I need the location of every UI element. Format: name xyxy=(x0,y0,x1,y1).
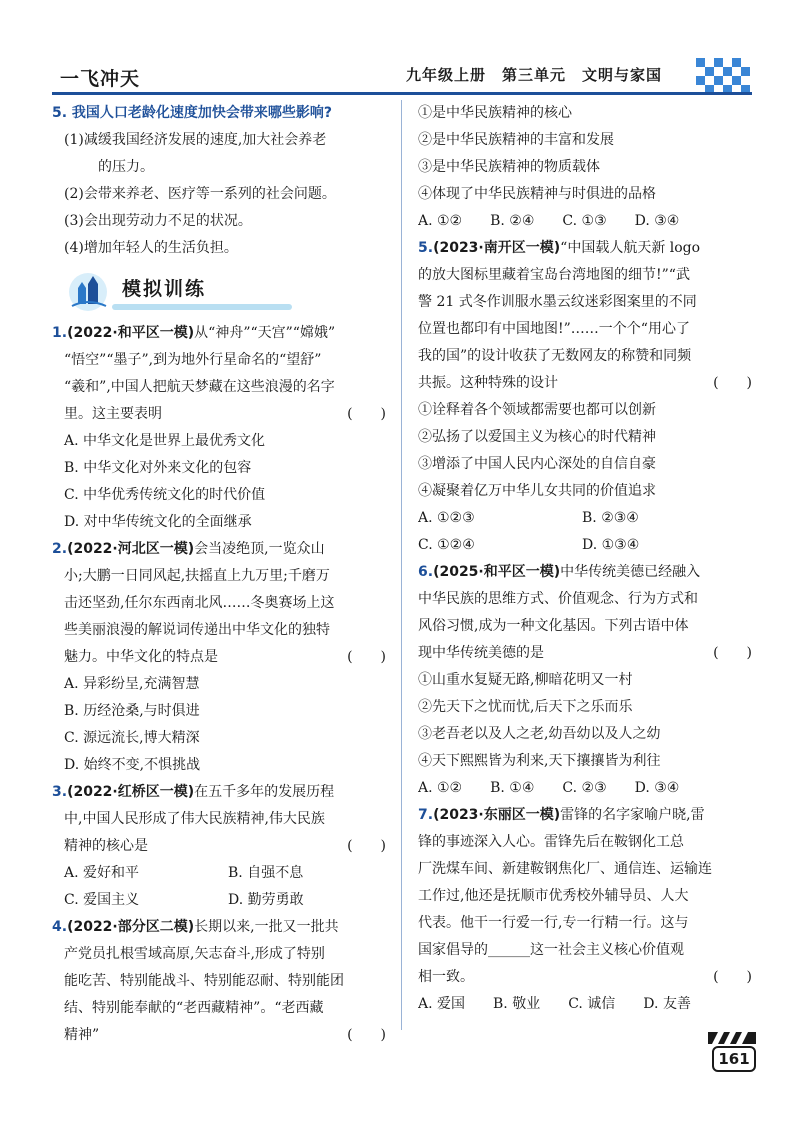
answer-blank: ( ) xyxy=(347,406,386,422)
statement-item: ③是中华民族精神的物质载体 xyxy=(418,159,600,175)
page-number-badge xyxy=(706,1032,760,1076)
question-5-review xyxy=(52,100,392,262)
question-text: 长期以来,一批又一批共 xyxy=(194,919,339,935)
page-header xyxy=(52,52,752,96)
options-row: A. 爱国 B. 敬业 C. 诚信 D. 友善 xyxy=(418,996,691,1012)
statement-item: ①是中华民族精神的核心 xyxy=(418,105,572,121)
question-text: 的放大图标里藏着宝岛台湾地图的细节!”“武 xyxy=(418,267,690,283)
brand-logo-text: 一飞冲天 xyxy=(60,68,141,90)
section-title: 模拟训练 xyxy=(122,278,207,300)
statement-item: ①山重水复疑无路,柳暗花明又一村 xyxy=(418,672,633,688)
options-row: A. ①② B. ②④ C. ①③ D. ③④ xyxy=(418,213,680,229)
option-b: B. ②③④ xyxy=(582,510,639,526)
option-a: A. 异彩纷呈,充满智慧 xyxy=(64,676,200,692)
question-text: 魅力。中华文化的特点是 xyxy=(64,649,218,665)
question-2 xyxy=(52,536,392,779)
option-d: D. 始终不变,不惧挑战 xyxy=(64,757,201,773)
question-4-continued xyxy=(418,100,758,235)
question-text: 风俗习惯,成为一种文化基因。下列古语中体 xyxy=(418,618,689,634)
answer-line: (1)减缓我国经济发展的速度,加大社会养老 xyxy=(64,132,327,148)
question-text: 我的国”的设计收获了无数网友的称赞和同频 xyxy=(418,348,692,364)
section-underline xyxy=(112,304,292,310)
option-b: B. 自强不息 xyxy=(228,865,304,881)
question-text: 国家倡导的______这一社会主义核心价值观 xyxy=(418,942,684,958)
question-text: 里。这主要表明 xyxy=(64,406,162,422)
question-source: (2025·和平区一模) xyxy=(433,564,561,580)
question-text: 击还坚劲,任尔东西南北风……冬奥赛场上这 xyxy=(64,595,335,611)
question-text: “羲和”,中国人把航天梦藏在这些浪漫的名字 xyxy=(64,379,335,395)
question-text: 中华传统美德已经融入 xyxy=(560,564,701,580)
option-c: C. 爱国主义 xyxy=(64,892,140,908)
option-b: B. 中华文化对外来文化的包容 xyxy=(64,460,252,476)
question-7 xyxy=(418,802,758,1018)
statement-item: ④体现了中华民族精神与时俱进的品格 xyxy=(418,186,656,202)
question-5 xyxy=(418,235,758,559)
question-text: 厂洗煤车间、新建鞍钢焦化厂、通信连、运输连 xyxy=(418,861,712,877)
options-row: A. ①② B. ①④ C. ②③ D. ③④ xyxy=(418,780,680,796)
question-text: 些美丽浪漫的解说词传递出中华文化的独特 xyxy=(64,622,330,638)
question-text: 产党员扎根雪域高原,矢志奋斗,形成了特别 xyxy=(64,946,325,962)
question-text: 代表。他干一行爱一行,专一行精一行。这与 xyxy=(418,915,689,931)
question-source: (2022·和平区一模) xyxy=(67,325,195,341)
statement-item: ④凝聚着亿万中华儿女共同的价值追求 xyxy=(418,483,656,499)
castle-icon xyxy=(64,268,112,312)
question-number: 5. xyxy=(418,240,434,256)
question-3 xyxy=(52,779,392,914)
option-a: A. 中华文化是世界上最优秀文化 xyxy=(64,433,266,449)
question-text: 雷锋的名字家喻户晓,雷 xyxy=(560,807,705,823)
question-text: 相一致。 xyxy=(418,969,474,985)
statement-item: ②弘扬了以爱国主义为核心的时代精神 xyxy=(418,429,656,445)
question-text: 中,中国人民形成了伟大民族精神,伟大民族 xyxy=(64,811,325,827)
answer-blank: ( ) xyxy=(713,645,752,661)
answer-blank: ( ) xyxy=(347,649,386,665)
statement-item: ③增添了中国人民内心深处的自信自豪 xyxy=(418,456,656,472)
question-1 xyxy=(52,320,392,536)
option-c: C. 中华优秀传统文化的时代价值 xyxy=(64,487,266,503)
answer-line: (3)会出现劳动力不足的状况。 xyxy=(64,213,252,229)
question-number: 7. xyxy=(418,807,434,823)
question-text: 结、特别能奉献的“老西藏精神”。“老西藏 xyxy=(64,1000,324,1016)
column-divider xyxy=(401,100,402,1030)
option-a: A. ①②③ xyxy=(418,510,475,526)
question-source: (2023·南开区一模) xyxy=(433,240,561,256)
question-text: 共振。这种特殊的设计 xyxy=(418,375,558,391)
option-a: A. 爱好和平 xyxy=(64,865,140,881)
stripe-decoration-icon xyxy=(708,1032,756,1044)
statement-item: ②先天下之忧而忧,后天下之乐而乐 xyxy=(418,699,633,715)
question-text: 会当凌绝顶,一览众山 xyxy=(194,541,325,557)
question-text: 现中华传统美德的是 xyxy=(418,645,544,661)
question-6 xyxy=(418,559,758,802)
header-title: 九年级上册 第三单元 文明与家国 xyxy=(405,66,662,84)
statement-item: ②是中华民族精神的丰富和发展 xyxy=(418,132,614,148)
checker-decoration-icon xyxy=(696,58,750,92)
question-source: (2022·河北区一模) xyxy=(67,541,195,557)
question-title: 5. 我国人口老龄化速度加快会带来哪些影响? xyxy=(52,105,333,121)
statement-item: ①诠释着各个领域都需要也都可以创新 xyxy=(418,402,656,418)
question-number: 3. xyxy=(52,784,68,800)
question-text: “悟空”“墨子”,到为地外行星命名的“望舒” xyxy=(64,352,322,368)
option-d: D. ①③④ xyxy=(582,537,640,553)
section-header xyxy=(52,264,392,316)
question-source: (2022·部分区二模) xyxy=(67,919,195,935)
statement-item: ③老吾老以及人之老,幼吾幼以及人之幼 xyxy=(418,726,661,742)
right-column xyxy=(418,100,758,1018)
answer-blank: ( ) xyxy=(347,838,386,854)
option-d: D. 对中华传统文化的全面继承 xyxy=(64,514,252,530)
question-4 xyxy=(52,914,392,1049)
option-b: B. 历经沧桑,与时俱进 xyxy=(64,703,200,719)
question-text: 在五千多年的发展历程 xyxy=(194,784,335,800)
question-text: 工作过,他还是抚顺市优秀校外辅导员、人大 xyxy=(418,888,689,904)
answer-line: 的压力。 xyxy=(98,159,154,175)
question-number: 1. xyxy=(52,325,68,341)
answer-line: (2)会带来养老、医疗等一系列的社会问题。 xyxy=(64,186,336,202)
question-source: (2023·东丽区一模) xyxy=(433,807,561,823)
question-text: 中华民族的思维方式、价值观念、行为方式和 xyxy=(418,591,698,607)
page-number: 161 xyxy=(712,1046,756,1072)
option-d: D. 勤劳勇敢 xyxy=(228,892,304,908)
question-number: 6. xyxy=(418,564,434,580)
question-text: 警 21 式冬作训服水墨云纹迷彩图案里的不同 xyxy=(418,294,697,310)
question-number: 4. xyxy=(52,919,68,935)
question-text: 精神” xyxy=(64,1027,100,1043)
question-number: 2. xyxy=(52,541,68,557)
question-text: 小;大鹏一日同风起,扶摇直上九万里;千磨万 xyxy=(64,568,330,584)
answer-blank: ( ) xyxy=(347,1027,386,1043)
header-rule xyxy=(52,92,752,95)
answer-blank: ( ) xyxy=(713,375,752,391)
question-text: 锋的事迹深入人心。雷锋先后在鞍钢化工总 xyxy=(418,834,684,850)
statement-item: ④天下熙熙皆为利来,天下攘攘皆为利往 xyxy=(418,753,661,769)
question-text: “中国载人航天新 logo xyxy=(560,240,701,256)
question-text: 从“神舟”“天宫”“嫦娥” xyxy=(194,325,336,341)
question-text: 能吃苦、特别能战斗、特别能忍耐、特别能团 xyxy=(64,973,344,989)
answer-line: (4)增加年轻人的生活负担。 xyxy=(64,240,238,256)
answer-blank: ( ) xyxy=(713,969,752,985)
question-text: 位置也都印有中国地图!”……一个个“用心了 xyxy=(418,321,690,337)
option-c: C. 源远流长,博大精深 xyxy=(64,730,200,746)
option-c: C. ①②④ xyxy=(418,537,475,553)
question-text: 精神的核心是 xyxy=(64,838,148,854)
question-source: (2022·红桥区一模) xyxy=(67,784,195,800)
left-column xyxy=(52,100,392,1049)
